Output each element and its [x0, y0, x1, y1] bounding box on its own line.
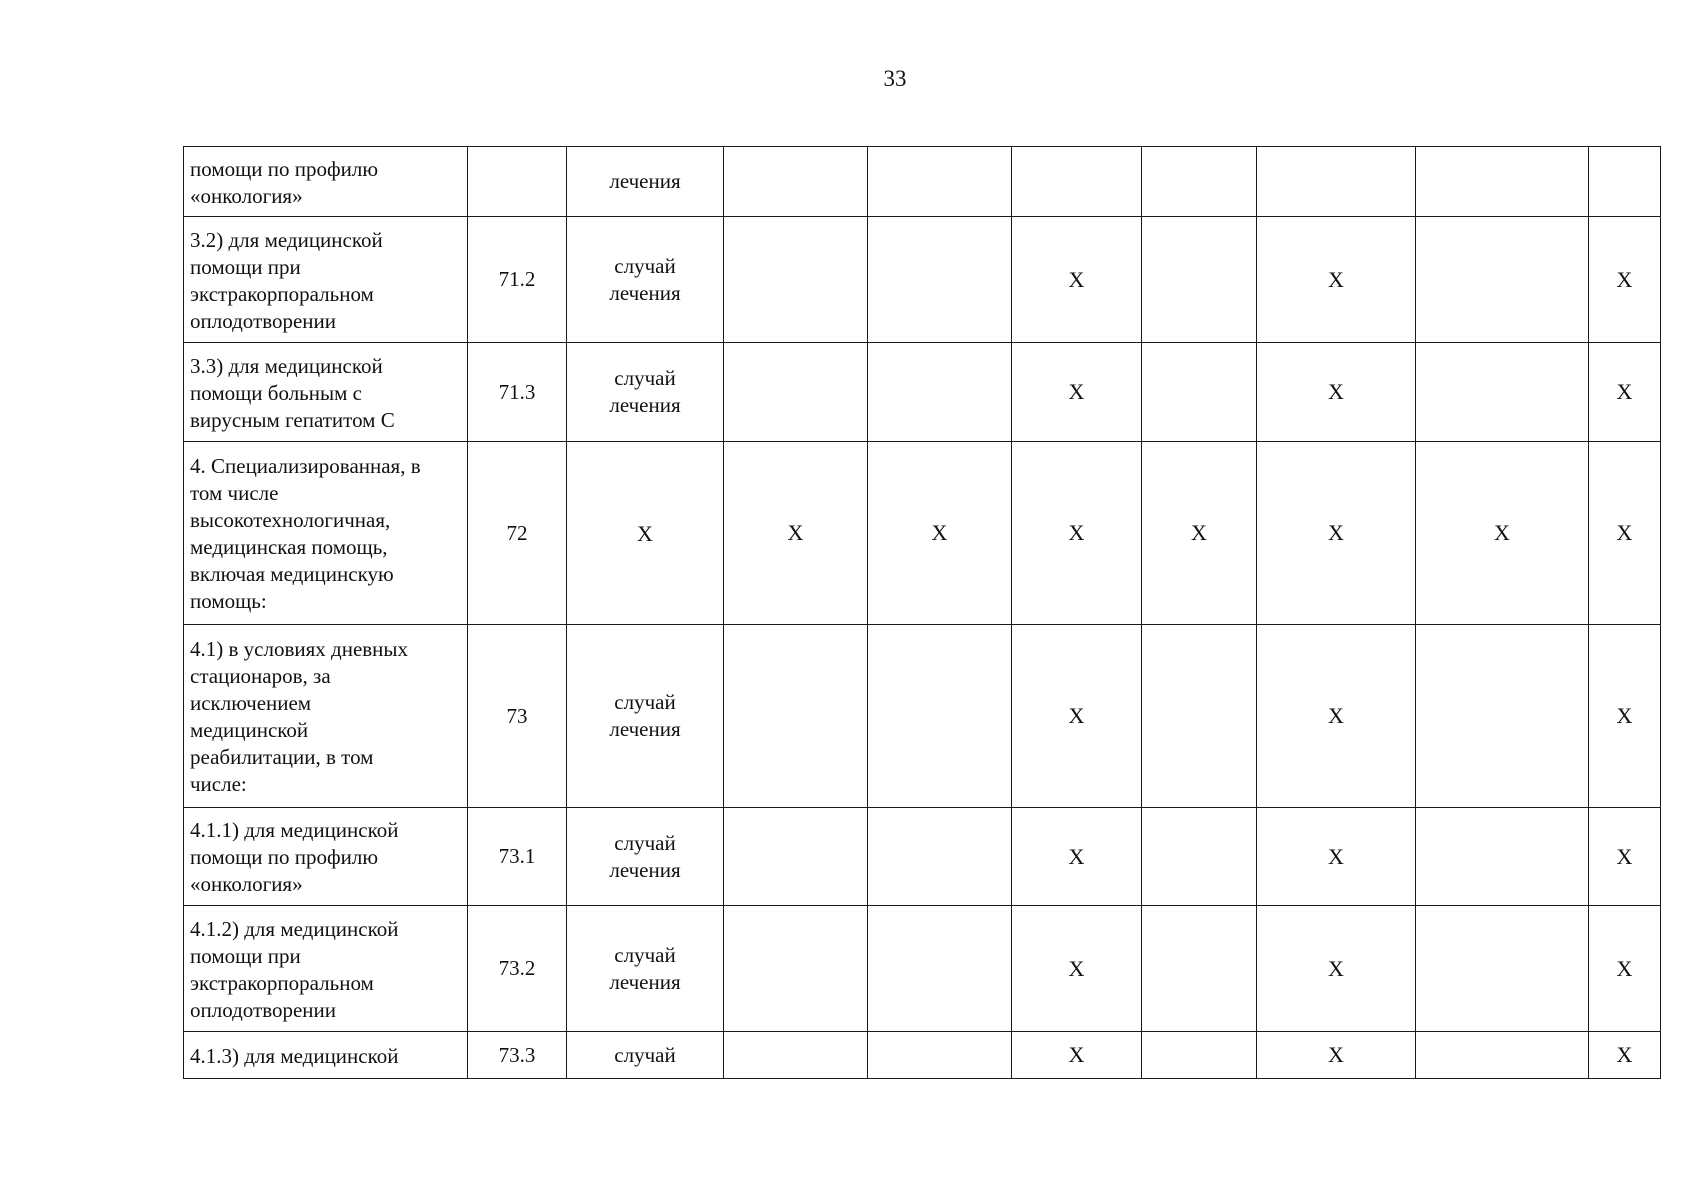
value-cell	[724, 147, 868, 217]
value-cell	[1416, 808, 1589, 906]
value-cell: X	[1012, 906, 1142, 1032]
value-cell: X	[1257, 442, 1416, 625]
value-cell	[1142, 343, 1257, 442]
row-unit-cell: лечения	[567, 147, 724, 217]
row-unit-cell: случай	[567, 1032, 724, 1079]
value-cell	[724, 625, 868, 808]
row-code-cell: 73.1	[468, 808, 567, 906]
table-row	[184, 343, 1661, 442]
value-cell	[1142, 625, 1257, 808]
row-code-cell: 73.2	[468, 906, 567, 1032]
row-code-cell: 72	[468, 442, 567, 625]
value-cell	[1257, 147, 1416, 217]
value-cell	[1142, 906, 1257, 1032]
row-unit-cell: случай лечения	[567, 343, 724, 442]
value-cell	[868, 147, 1012, 217]
row-name-cell: помощи по профилю «онкология»	[184, 147, 468, 217]
value-cell: X	[1012, 442, 1142, 625]
row-code-cell: 73.3	[468, 1032, 567, 1079]
row-name-cell: 4.1) в условиях дневных стационаров, за исключением медицинской реабилитации, в том числе:	[184, 625, 468, 808]
value-cell	[1416, 625, 1589, 808]
value-cell	[1416, 147, 1589, 217]
row-name-cell: 4.1.1) для медицинской помощи по профилю «онкология»	[184, 808, 468, 906]
row-name-cell: 3.3) для медицинской помощи больным с вирусным гепатитом С	[184, 343, 468, 442]
value-cell	[868, 906, 1012, 1032]
row-unit-cell: случай лечения	[567, 625, 724, 808]
table-row	[184, 808, 1661, 906]
value-cell: X	[1142, 442, 1257, 625]
row-name-cell: 4. Специализированная, в том числе высокотехнологичная, медицинская помощь, включая медицинскую помощь:	[184, 442, 468, 625]
row-unit-cell: X	[567, 442, 724, 625]
value-cell: X	[1012, 808, 1142, 906]
row-code-cell: 73	[468, 625, 567, 808]
value-cell: X	[1589, 906, 1661, 1032]
row-code-cell: 71.2	[468, 217, 567, 343]
table-body	[184, 147, 1661, 1079]
value-cell	[1142, 217, 1257, 343]
value-cell	[1416, 217, 1589, 343]
data-table	[183, 146, 1661, 1079]
value-cell: X	[1257, 1032, 1416, 1079]
value-cell	[724, 343, 868, 442]
table-row	[184, 217, 1661, 343]
table-row	[184, 147, 1661, 217]
row-code-cell	[468, 147, 567, 217]
value-cell: X	[1012, 1032, 1142, 1079]
value-cell: X	[1589, 625, 1661, 808]
value-cell: X	[1416, 442, 1589, 625]
row-unit-cell: случай лечения	[567, 808, 724, 906]
value-cell: X	[1589, 1032, 1661, 1079]
value-cell: X	[1012, 625, 1142, 808]
value-cell	[1012, 147, 1142, 217]
value-cell	[868, 343, 1012, 442]
value-cell: X	[1257, 808, 1416, 906]
value-cell	[724, 1032, 868, 1079]
value-cell	[1589, 147, 1661, 217]
value-cell: X	[1257, 625, 1416, 808]
table-row	[184, 1032, 1661, 1079]
value-cell	[724, 217, 868, 343]
value-cell	[868, 625, 1012, 808]
value-cell: X	[1012, 217, 1142, 343]
row-name-cell: 4.1.2) для медицинской помощи при экстракорпоральном оплодотворении	[184, 906, 468, 1032]
value-cell: X	[1589, 217, 1661, 343]
row-code-cell: 71.3	[468, 343, 567, 442]
row-name-cell: 3.2) для медицинской помощи при экстракорпоральном оплодотворении	[184, 217, 468, 343]
value-cell: X	[1589, 442, 1661, 625]
value-cell	[1142, 147, 1257, 217]
value-cell: X	[1257, 343, 1416, 442]
row-name-cell: 4.1.3) для медицинской	[184, 1032, 468, 1079]
value-cell	[724, 906, 868, 1032]
value-cell	[1416, 1032, 1589, 1079]
page-number: 33	[883, 66, 907, 91]
row-unit-cell: случай лечения	[567, 217, 724, 343]
row-unit-cell: случай лечения	[567, 906, 724, 1032]
value-cell: X	[868, 442, 1012, 625]
value-cell	[1142, 808, 1257, 906]
value-cell: X	[1257, 906, 1416, 1032]
value-cell: X	[724, 442, 868, 625]
table-row	[184, 625, 1661, 808]
value-cell	[868, 808, 1012, 906]
value-cell: X	[1257, 217, 1416, 343]
value-cell	[868, 1032, 1012, 1079]
value-cell	[868, 217, 1012, 343]
value-cell	[724, 808, 868, 906]
value-cell: X	[1589, 343, 1661, 442]
value-cell	[1416, 343, 1589, 442]
value-cell	[1142, 1032, 1257, 1079]
table-row	[184, 442, 1661, 625]
value-cell: X	[1589, 808, 1661, 906]
table-row	[184, 906, 1661, 1032]
value-cell	[1416, 906, 1589, 1032]
value-cell: X	[1012, 343, 1142, 442]
